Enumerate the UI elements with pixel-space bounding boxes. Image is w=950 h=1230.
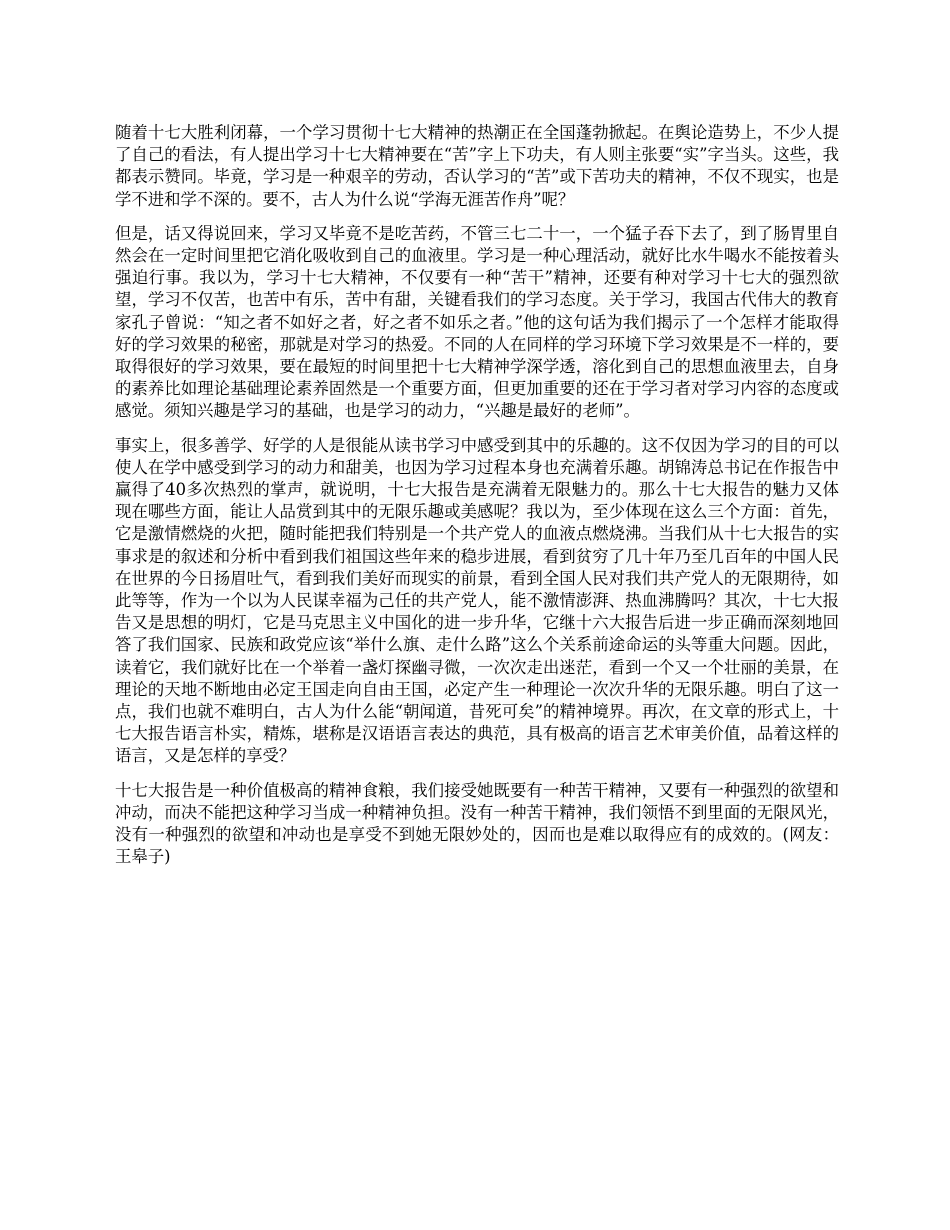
paragraph-3: 事实上，很多善学、好学的人是很能从读书学习中感受到其中的乐趣的。这不仅因为学习的目的可以使人在学中感受到学习的动力和甜美，也因为学习过程本身也充满着乐趣。胡锦涛总书记在作报告中赢得了40多次热烈的掌声，就说明，十七大报告是充满着无限魅力的。那么十七大报告的魅力又体现在哪些方面，能让人品赏到其中的无限乐趣或美感呢？我以为，至少体现在这么三个方面：首先，它是激情燃烧的火把，随时能把我们特别是一个共产党人的血液点燃烧沸。当我们从十七大报告的实事求是的叙述和分析中看到我们祖国这些年来的稳步进展，看到贫穷了几十年乃至几百年的中国人民在世界的今日扬眉吐气，看到我们美好而现实的前景，看到全国人民对我们共产党人的无限期待，如此等等，作为一个以为人民谋幸福为己任的共产党人，能不激情澎湃、热血沸腾吗？其次，十七大报告又是思想的明灯，它是马克思主义中国化的进一步升华，它继十六大报告后进一步正确而深刻地回答了我们国家、民族和政党应该“举什么旗、走什么路”这么个关系前途命运的头等重大问题。因此，读着它，我们就好比在一个举着一盏灯探幽寻微，一次次走出迷茫，看到一个又一个壮丽的美景，在理论的天地不断地由必定王国走向自由王国，必定产生一种理论一次次升华的无限乐趣。明白了这一点，我们也就不难明白，古人为什么能“朝闻道，昔死可矣”的精神境界。再次，在文章的形式上，十七大报告语言朴实，精炼，堪称是汉语语言表达的典范，具有极高的语言艺术审美价值，品着这样的语言，又是怎样的享受？ bbox=[115, 435, 839, 766]
document-body bbox=[115, 122, 839, 881]
paragraph-2: 但是，话又得说回来，学习又毕竟不是吃苦药，不管三七二十一，一个猛子吞下去了，到了肠胃里自然会在一定时间里把它消化吸收到自己的血液里。学习是一种心理活动，就好比水牛喝水不能按着头强迫行事。我以为，学习十七大精神，不仅要有一种“苦干”精神，还要有种对学习十七大的强烈欲望，学习不仅苦，也苦中有乐，苦中有甜，关键看我们的学习态度。关于学习，我国古代伟大的教育家孔子曾说：“知之者不如好之者，好之者不如乐之者。”他的这句话为我们揭示了一个怎样才能取得好的学习效果的秘密，那就是对学习的热爱。不同的人在同样的学习环境下学习效果是不一样的，要取得很好的学习效果，要在最短的时间里把十七大精神学深学透，溶化到自己的思想血液里去，自身的素养比如理论基础理论素养固然是一个重要方面，但更加重要的还在于学习者对学习内容的态度或感觉。须知兴趣是学习的基础，也是学习的动力，“兴趣是最好的老师”。 bbox=[115, 223, 839, 421]
paragraph-1: 随着十七大胜利闭幕，一个学习贯彻十七大精神的热潮正在全国蓬勃掀起。在舆论造势上，不少人提了自己的看法，有人提出学习十七大精神要在“苦”字上下功夫，有人则主张要“实”字当头。这些，我都表示赞同。毕竟，学习是一种艰辛的劳动，否认学习的“苦”或下苦功夫的精神，不仅不现实，也是学不进和学不深的。要不，古人为什么说“学海无涯苦作舟”呢？ bbox=[115, 123, 839, 209]
paragraph-4: 十七大报告是一种价值极高的精神食粮，我们接受她既要有一种苦干精神，又要有一种强烈的欲望和冲动，而决不能把这种学习当成一种精神负担。没有一种苦干精神，我们领悟不到里面的无限风光，没有一种强烈的欲望和冲动也是享受不到她无限妙处的，因而也是难以取得应有的成效的。(网友：王皋子) bbox=[115, 780, 839, 867]
